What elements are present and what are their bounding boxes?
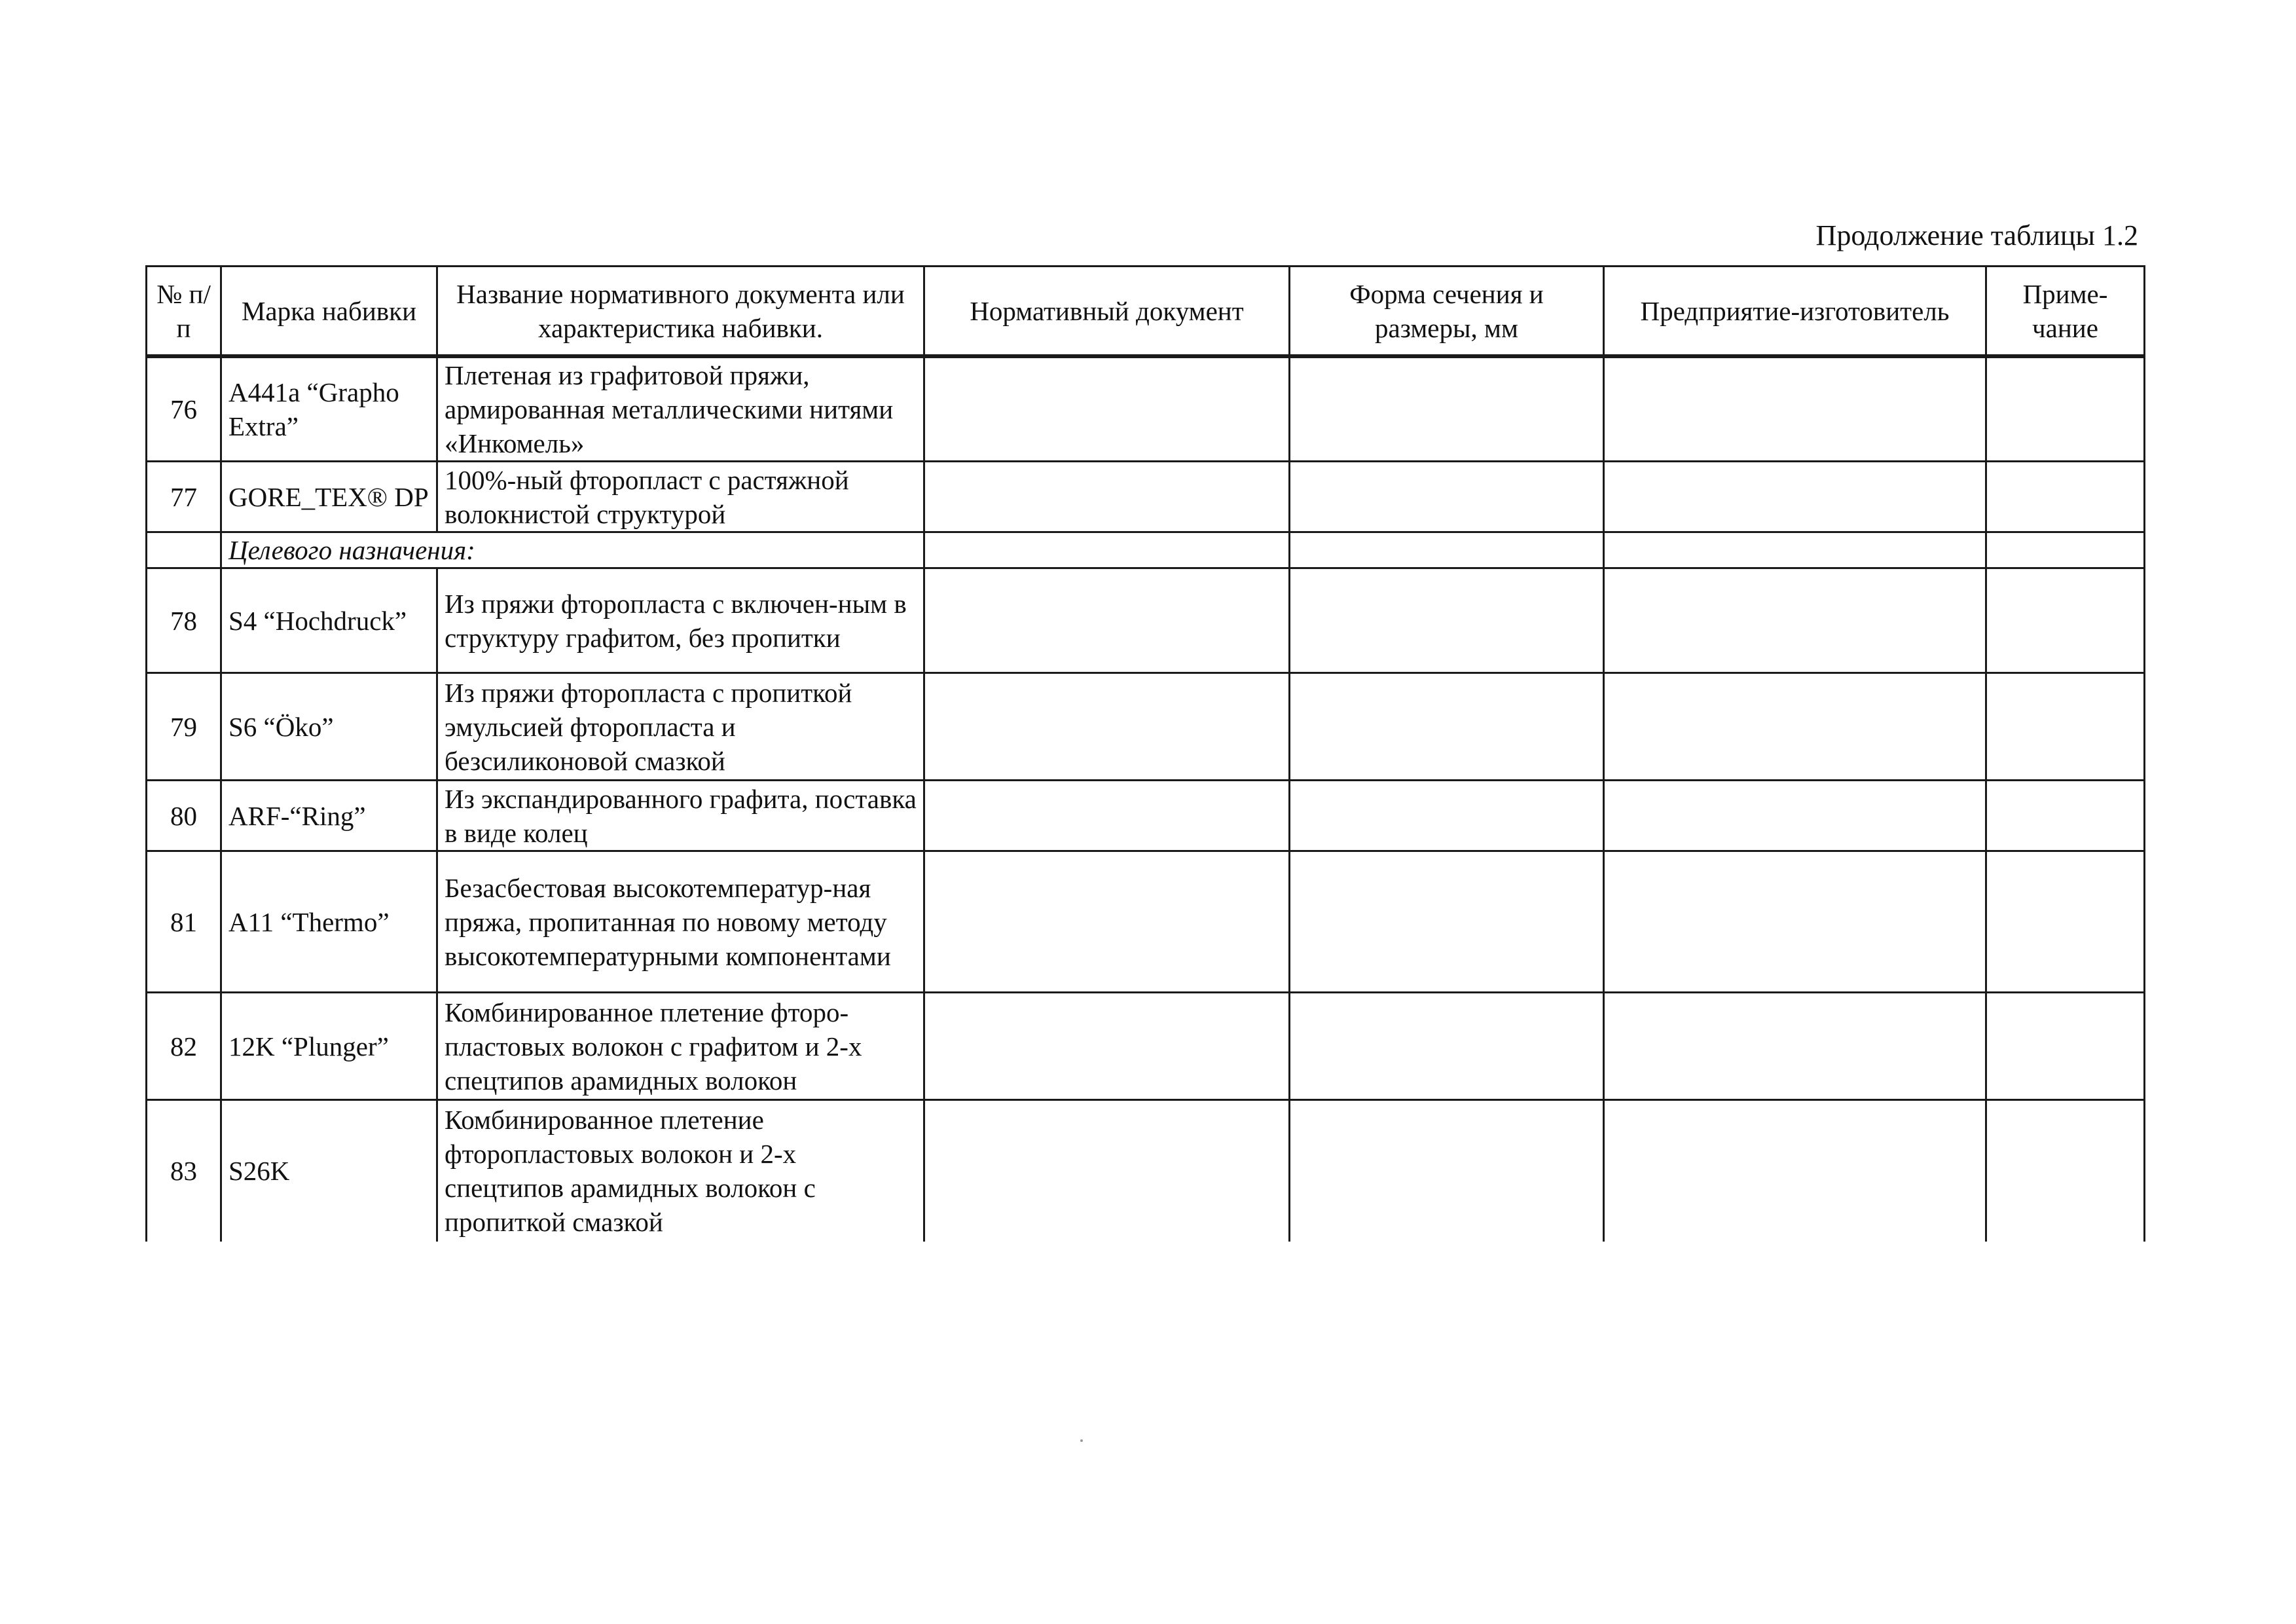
row-num: 79: [147, 673, 221, 781]
table-row: [147, 462, 2145, 532]
row-brand: S26K: [221, 1100, 437, 1242]
row-section-shape: [1290, 673, 1604, 781]
row-num: 81: [147, 851, 221, 993]
row-section-shape: [1290, 568, 1604, 673]
row-desc: Из экспандированного графита, поставка в виде колец: [437, 781, 924, 851]
row-brand: A441a “Grapho Extra”: [221, 356, 437, 462]
row-normative: [924, 993, 1290, 1100]
col-header-name: Название нормативного документа или характеристика набивки.: [437, 267, 924, 357]
row-num: 77: [147, 462, 221, 532]
col-header-brand: Марка набивки: [221, 267, 437, 357]
row-num: 82: [147, 993, 221, 1100]
row-section-shape: [1290, 1100, 1604, 1242]
row-section-shape: [1290, 993, 1604, 1100]
table-row: [147, 673, 2145, 781]
section-row: [147, 532, 2145, 568]
row-brand: GORE_TEX® DP: [221, 462, 437, 532]
row-desc: Из пряжи фторопласта с включен-ным в структуру графитом, без пропитки: [437, 568, 924, 673]
header-row: [147, 267, 2145, 357]
row-manufacturer: [1604, 673, 1986, 781]
row-manufacturer: [1604, 993, 1986, 1100]
row-note: [1986, 993, 2145, 1100]
row-desc: Из пряжи фторопласта с пропиткой эмульсией фторопласта и безсиликоновой смазкой: [437, 673, 924, 781]
row-manufacturer: [1604, 462, 1986, 532]
table-row: [147, 781, 2145, 851]
row-manufacturer: [1604, 1100, 1986, 1242]
row-note: [1986, 851, 2145, 993]
table-row: [147, 568, 2145, 673]
row-note: [1986, 568, 2145, 673]
row-manufacturer: [1604, 851, 1986, 993]
col-header-num: № п/п: [147, 267, 221, 357]
row-brand: A11 “Thermo”: [221, 851, 437, 993]
row-desc: 100%-ный фторопласт с растяжной волокнистой структурой: [437, 462, 924, 532]
table-row: [147, 851, 2145, 993]
row-section-shape: [1290, 851, 1604, 993]
col-header-section-shape: Форма сечения и размеры, мм: [1290, 267, 1604, 357]
table-row: [147, 993, 2145, 1100]
row-num: 76: [147, 356, 221, 462]
row-brand: ARF-“Ring”: [221, 781, 437, 851]
packing-table: [145, 265, 2145, 1242]
row-desc: Безасбестовая высокотемператур-ная пряжа, пропитанная по новому методу высокотемпературными компонентами: [437, 851, 924, 993]
row-desc: Комбинированное плетение фторо-пластовых волокон с графитом и 2-х спецтипов арамидных волокон: [437, 993, 924, 1100]
row-note: [1986, 1100, 2145, 1242]
row-brand: 12K “Plunger”: [221, 993, 437, 1100]
row-section-shape: [1290, 532, 1604, 568]
row-note: [1986, 781, 2145, 851]
row-normative: [924, 781, 1290, 851]
col-header-manufacturer: Предприятие-изготовитель: [1604, 267, 1986, 357]
row-normative: [924, 462, 1290, 532]
table-row: [147, 356, 2145, 462]
row-normative: [924, 851, 1290, 993]
row-section-shape: [1290, 462, 1604, 532]
row-brand: S6 “Öko”: [221, 673, 437, 781]
section-label: Целевого назначения:: [221, 532, 924, 568]
row-manufacturer: [1604, 568, 1986, 673]
row-normative: [924, 673, 1290, 781]
row-manufacturer: [1604, 532, 1986, 568]
row-desc: Плетеная из графитовой пряжи, армированная металлическими нитями «Инкомель»: [437, 356, 924, 462]
row-desc: Комбинированное плетение фторопластовых волокон и 2-х спецтипов арамидных волокон с пропиткой смазкой: [437, 1100, 924, 1242]
col-header-note: Приме-чание: [1986, 267, 2145, 357]
row-normative: [924, 356, 1290, 462]
section-num-cell: [147, 532, 221, 568]
row-section-shape: [1290, 781, 1604, 851]
row-num: 80: [147, 781, 221, 851]
row-note: [1986, 673, 2145, 781]
row-manufacturer: [1604, 781, 1986, 851]
row-note: [1986, 356, 2145, 462]
row-normative: [924, 568, 1290, 673]
row-normative: [924, 532, 1290, 568]
row-num: 83: [147, 1100, 221, 1242]
table-caption: Продолжение таблицы 1.2: [1815, 219, 2138, 251]
scan-speck: [1080, 1439, 1083, 1442]
table-row: [147, 1100, 2145, 1242]
col-header-normative: Нормативный документ: [924, 267, 1290, 357]
row-note: [1986, 532, 2145, 568]
row-num: 78: [147, 568, 221, 673]
row-section-shape: [1290, 356, 1604, 462]
row-note: [1986, 462, 2145, 532]
row-brand: S4 “Hochdruck”: [221, 568, 437, 673]
row-manufacturer: [1604, 356, 1986, 462]
row-normative: [924, 1100, 1290, 1242]
